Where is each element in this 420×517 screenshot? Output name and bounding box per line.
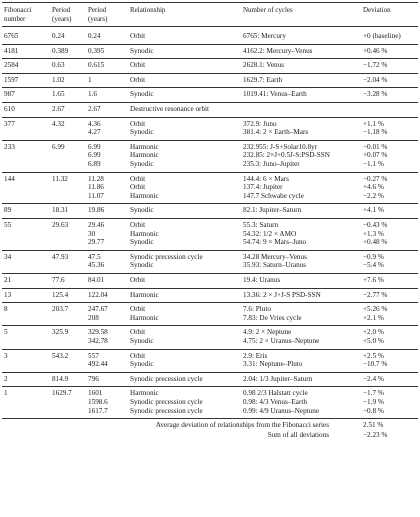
- fibonacci-number: 6765: [4, 32, 19, 40]
- fibonacci-number: 21: [4, 276, 12, 284]
- relationship: Harmonic: [130, 313, 159, 322]
- period-years: 543.2: [52, 351, 69, 360]
- period-2-years: 11.07: [88, 191, 104, 200]
- relationship: Orbit: [130, 276, 146, 284]
- number-of-cycles: 235.3: Juno–Jupiter: [243, 159, 300, 168]
- number-of-cycles: 7.83: De Vries cycle: [243, 313, 302, 322]
- period-2-years: 19.86: [88, 206, 105, 215]
- table-row: [0, 218, 420, 250]
- header-period-1: [52, 6, 71, 24]
- header-fibonacci-line2: number: [4, 15, 26, 23]
- table-row: [0, 349, 420, 372]
- relationship: Synodic: [130, 90, 154, 99]
- fibonacci-number: 4181: [4, 46, 19, 55]
- relationship: Harmonic: [130, 389, 159, 398]
- relationship: Synodic: [130, 360, 154, 369]
- relationship: Synodic: [130, 238, 154, 247]
- deviation: +0 (baseline): [363, 32, 401, 40]
- period-years: 125.4: [52, 290, 69, 299]
- period-2-years: 2.67: [88, 105, 101, 113]
- relationship: Orbit: [130, 75, 146, 84]
- sum-deviations-label: Sum of all deviations: [267, 431, 329, 440]
- number-of-cycles: 2.9: Eris: [243, 351, 268, 360]
- period-2-years: 0.395: [88, 46, 105, 55]
- number-of-cycles: 6765: Mercury: [243, 32, 286, 40]
- table-row: [0, 87, 420, 102]
- number-of-cycles: 137.4: Jupiter: [243, 183, 283, 192]
- number-of-cycles: 381.4: 2 × Earth–Mars: [243, 128, 309, 137]
- header-relationship: Relationship: [130, 6, 166, 14]
- deviation: −10.7 %: [363, 360, 388, 369]
- fibonacci-number: 13: [4, 290, 12, 299]
- average-deviation-value: 2.51 %: [363, 421, 384, 430]
- number-of-cycles: 4.9: 2 × Neptune: [243, 328, 292, 337]
- fibonacci-number: 144: [4, 174, 15, 183]
- number-of-cycles: 54.32: 1/2 × AMO: [243, 229, 297, 238]
- deviation: +4.6 %: [363, 183, 384, 192]
- number-of-cycles: 0.98 2/3 Halstatt cycle: [243, 389, 308, 398]
- period-2-years: 329.58: [88, 328, 108, 337]
- period-2-years: 1617.7: [88, 406, 108, 415]
- deviation: −2.04 %: [363, 75, 388, 84]
- period-2-years: 84.01: [88, 276, 105, 284]
- period-years: 1629.7: [52, 389, 72, 398]
- relationship: Orbit: [130, 119, 146, 128]
- period-years: 4.32: [52, 119, 65, 128]
- deviation: +2.0 %: [363, 328, 384, 337]
- relationship: Harmonic: [130, 142, 159, 151]
- relationship: Synodic: [130, 159, 154, 168]
- number-of-cycles: 82.1: Jupiter–Saturn: [243, 206, 302, 215]
- deviation: −2.2 %: [363, 191, 384, 200]
- period-years: 29.63: [52, 221, 69, 229]
- period-2-years: 47.5: [88, 252, 101, 261]
- deviation: −3.28 %: [363, 90, 388, 99]
- relationship: Harmonic: [130, 151, 159, 160]
- number-of-cycles: 232.85: 2×J+0.5J-S:PSD-SSN: [243, 151, 330, 160]
- number-of-cycles: 2628.1: Venus: [243, 61, 284, 70]
- fibonacci-number: 5: [4, 328, 8, 337]
- number-of-cycles: 3.31: Neptune–Pluto: [243, 360, 303, 369]
- period-years: 11.32: [52, 174, 68, 183]
- number-of-cycles: 4.75: 2 × Uranus–Neptune: [243, 336, 320, 345]
- relationship: Orbit: [130, 174, 146, 183]
- period-years: 1.65: [52, 90, 65, 99]
- number-of-cycles: 19.4: Uranus: [243, 276, 281, 284]
- relationship: Synodic: [130, 46, 154, 55]
- relationship: Synodic precession cycle: [130, 374, 203, 383]
- header-period-2: [88, 6, 107, 24]
- period-2-years: 557: [88, 351, 99, 360]
- period-years: 77.6: [52, 276, 65, 284]
- period-2-years: 11.86: [88, 183, 104, 192]
- table-row: [0, 172, 420, 204]
- deviation: −1.7 %: [363, 389, 384, 398]
- period-2-years: 1598.6: [88, 397, 108, 406]
- relationship: Synodic precession cycle: [130, 252, 203, 261]
- deviation: +1.1 %: [363, 119, 384, 128]
- header-number-of-cycles: Number of cycles: [243, 6, 293, 14]
- period-2-years: 247.67: [88, 305, 108, 314]
- period-years: 6.99: [52, 142, 65, 151]
- fibonacci-number: 55: [4, 221, 12, 229]
- table-row: [0, 117, 420, 140]
- number-of-cycles: 372.9: Juno: [243, 119, 277, 128]
- header-rule: [2, 26, 418, 27]
- fibonacci-number: 2584: [4, 61, 19, 70]
- fibonacci-number: 89: [4, 206, 12, 215]
- relationship: Harmonic: [130, 290, 159, 299]
- deviation: −5.4 %: [363, 261, 384, 270]
- number-of-cycles: 147.7 Schwabe cycle: [243, 191, 304, 200]
- relationship: Harmonic: [130, 191, 159, 200]
- number-of-cycles: 1629.7: Earth: [243, 75, 283, 84]
- header-fibonacci: [4, 6, 32, 24]
- relationship: Synodic: [130, 206, 154, 215]
- period-years: 0.24: [52, 32, 65, 40]
- period-2-years: 1.6: [88, 90, 97, 99]
- number-of-cycles: 54.74: 9 × Mars–Juno: [243, 238, 307, 247]
- period-2-years: 30: [88, 229, 96, 238]
- relationship: Synodic: [130, 336, 154, 345]
- deviation: −0.01 %: [363, 142, 388, 151]
- relationship: Orbit: [130, 61, 146, 70]
- period-2-years: 1601: [88, 389, 103, 398]
- number-of-cycles: 55.3: Saturn: [243, 221, 279, 229]
- fibonacci-number: 2: [4, 374, 8, 383]
- period-2-years: 29.77: [88, 238, 105, 247]
- relationship: Destructive resonance orbit: [130, 105, 210, 113]
- deviation: −1.1 %: [363, 159, 384, 168]
- fibonacci-number: 3: [4, 351, 8, 360]
- fibonacci-number: 1: [4, 389, 8, 398]
- bottom-rule: [2, 418, 418, 419]
- header-period2-line1: Period: [88, 6, 107, 14]
- period-2-years: 29.46: [88, 221, 105, 229]
- table-row: [0, 102, 420, 117]
- deviation: −0.43 %: [363, 221, 388, 229]
- table-row: [0, 44, 420, 59]
- deviation: −2.77 %: [363, 290, 388, 299]
- relationship: Synodic precession cycle: [130, 406, 203, 415]
- period-years: 203.7: [52, 305, 69, 314]
- number-of-cycles: 13.36: 2 × J+J-S PSD-SSN: [243, 290, 321, 299]
- fibonacci-number: 377: [4, 119, 15, 128]
- relationship: Orbit: [130, 183, 146, 192]
- deviation: +0.07 %: [363, 151, 388, 160]
- number-of-cycles: 232.955: J-S+Solar10.8yr: [243, 142, 318, 151]
- average-deviation-label: Average deviation of relationships from the Fibonacci series: [155, 421, 329, 430]
- period-2-years: 1: [88, 75, 92, 84]
- period-years: 18.31: [52, 206, 69, 215]
- top-rule: [2, 2, 418, 3]
- table-row: [0, 140, 420, 172]
- deviation: −0.8 %: [363, 406, 384, 415]
- relationship: Orbit: [130, 328, 146, 337]
- fibonacci-number: 610: [4, 105, 15, 113]
- period-2-years: 6.99: [88, 142, 101, 151]
- relationship: Orbit: [130, 305, 146, 314]
- relationship: Orbit: [130, 32, 146, 40]
- table-row: [0, 273, 420, 288]
- period-2-years: 492.44: [88, 360, 108, 369]
- header-period1-line2: (years): [52, 15, 72, 23]
- period-2-years: 122.04: [88, 290, 108, 299]
- deviation: +5.0 %: [363, 336, 384, 345]
- relationship: Orbit: [130, 351, 146, 360]
- number-of-cycles: 2.04: 1/3 Jupiter–Saturn: [243, 374, 313, 383]
- deviation: −0.27 %: [363, 174, 388, 183]
- deviation: +2.1 %: [363, 313, 384, 322]
- fibonacci-number: 233: [4, 142, 15, 151]
- period-2-years: 208: [88, 313, 99, 322]
- fibonacci-number: 1597: [4, 75, 19, 84]
- fibonacci-number: 34: [4, 252, 12, 261]
- period-years: 0.389: [52, 46, 69, 55]
- period-2-years: 0.24: [88, 32, 101, 40]
- table-row: [0, 203, 420, 218]
- period-2-years: 45.36: [88, 261, 105, 270]
- relationship: Synodic precession cycle: [130, 397, 203, 406]
- deviation: −1.72 %: [363, 61, 388, 70]
- relationship: Synodic: [130, 261, 154, 270]
- period-2-years: 4.36: [88, 119, 101, 128]
- header-deviation: Deviation: [363, 6, 391, 14]
- table-row: [0, 58, 420, 73]
- period-years: 1.02: [52, 75, 65, 84]
- deviation: +0.46 %: [363, 46, 388, 55]
- table-row: [0, 73, 420, 88]
- header-period2-line2: (years): [88, 15, 108, 23]
- header-period1-line1: Period: [52, 6, 71, 14]
- number-of-cycles: 144.4: 6 × Mars: [243, 174, 289, 183]
- period-years: 47.93: [52, 252, 69, 261]
- number-of-cycles: 4162.2: Mercury–Venus: [243, 46, 313, 55]
- deviation: −1.9 %: [363, 397, 384, 406]
- relationship: Harmonic: [130, 229, 159, 238]
- deviation: −2.4 %: [363, 374, 384, 383]
- period-2-years: 342.78: [88, 336, 108, 345]
- table-row: [0, 372, 420, 387]
- table-row: [0, 29, 420, 44]
- deviation: +5.26 %: [363, 305, 388, 314]
- fibonacci-number: 8: [4, 305, 8, 314]
- number-of-cycles: 34.28 Mercury–Venus: [243, 252, 307, 261]
- relationship: Synodic: [130, 128, 154, 137]
- number-of-cycles: 7.6: Pluto: [243, 305, 271, 314]
- deviation: +1.3 %: [363, 229, 384, 238]
- number-of-cycles: 35.93: Saturn–Uranus: [243, 261, 307, 270]
- sum-deviations-value: −2.23 %: [363, 431, 388, 440]
- period-years: 814.9: [52, 374, 69, 383]
- number-of-cycles: 0.98: 4/3 Venus–Earth: [243, 397, 307, 406]
- period-2-years: 6.89: [88, 159, 101, 168]
- number-of-cycles: 1019.41: Venus–Earth: [243, 90, 307, 99]
- deviation: +4.1 %: [363, 206, 384, 215]
- table-row: [0, 302, 420, 325]
- table-row: [0, 250, 420, 273]
- period-2-years: 11.28: [88, 174, 104, 183]
- deviation: +0.48 %: [363, 238, 388, 247]
- table-row: [0, 325, 420, 348]
- period-2-years: 0.615: [88, 61, 105, 70]
- period-2-years: 4.27: [88, 128, 101, 137]
- header-fibonacci-line1: Fibonacci: [4, 6, 32, 14]
- period-2-years: 796: [88, 374, 99, 383]
- table-row: [0, 288, 420, 303]
- period-years: 325.9: [52, 328, 69, 337]
- table-row: [0, 386, 420, 418]
- number-of-cycles: 0.99: 4/9 Uranus–Neptune: [243, 406, 320, 415]
- deviation: −0.9 %: [363, 252, 384, 261]
- period-years: 2.67: [52, 105, 65, 113]
- deviation: +2.5 %: [363, 351, 384, 360]
- deviation: −1.18 %: [363, 128, 388, 137]
- deviation: +7.6 %: [363, 276, 384, 284]
- period-2-years: 6.99: [88, 151, 101, 160]
- fibonacci-number: 987: [4, 90, 15, 99]
- relationship: Orbit: [130, 221, 146, 229]
- period-years: 0.63: [52, 61, 65, 70]
